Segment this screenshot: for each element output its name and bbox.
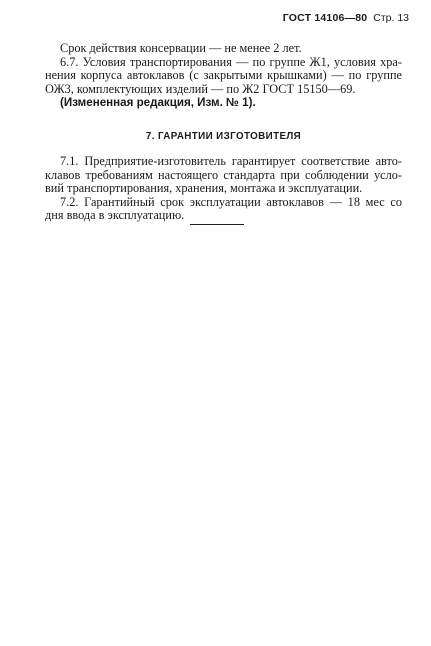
text-line: дня ввода в эксплуатацию.	[45, 208, 185, 223]
text-line: 7.2. Гарантийный срок эксплуатации автоклавов — 18 мес со	[60, 194, 402, 209]
section-heading: 7. ГАРАНТИИ ИЗГОТОВИТЕЛЯ	[145, 130, 302, 142]
amendment-note: (Измененная редакция, Изм. № 1).	[60, 96, 256, 110]
text-line: 6.7. Условия транспортирования — по группе Ж1, условия хра-	[60, 54, 402, 69]
text-line: вий транспортирования, хранения, монтажа и эксплуатации.	[45, 181, 363, 196]
end-rule	[190, 224, 244, 225]
page-number: Стр. 13	[373, 12, 409, 24]
text-line: нения корпуса автоклавов (с закрытыми крышками) — по группе	[45, 68, 402, 83]
standard-number: ГОСТ 14106—80	[282, 12, 368, 24]
page-header	[283, 12, 409, 24]
text-line: Срок действия консервации — не менее 2 лет.	[60, 41, 302, 55]
text-line: ОЖ3, комплектующих изделий — по Ж2 ГОСТ 15150—69.	[45, 81, 356, 96]
document-body	[45, 42, 402, 223]
text-line: клавов требованиям настоящего стандарта при соблюдении усло-	[45, 167, 402, 182]
text-line: 7.1. Предприятие-изготовитель гарантирует соответствие авто-	[60, 153, 402, 168]
